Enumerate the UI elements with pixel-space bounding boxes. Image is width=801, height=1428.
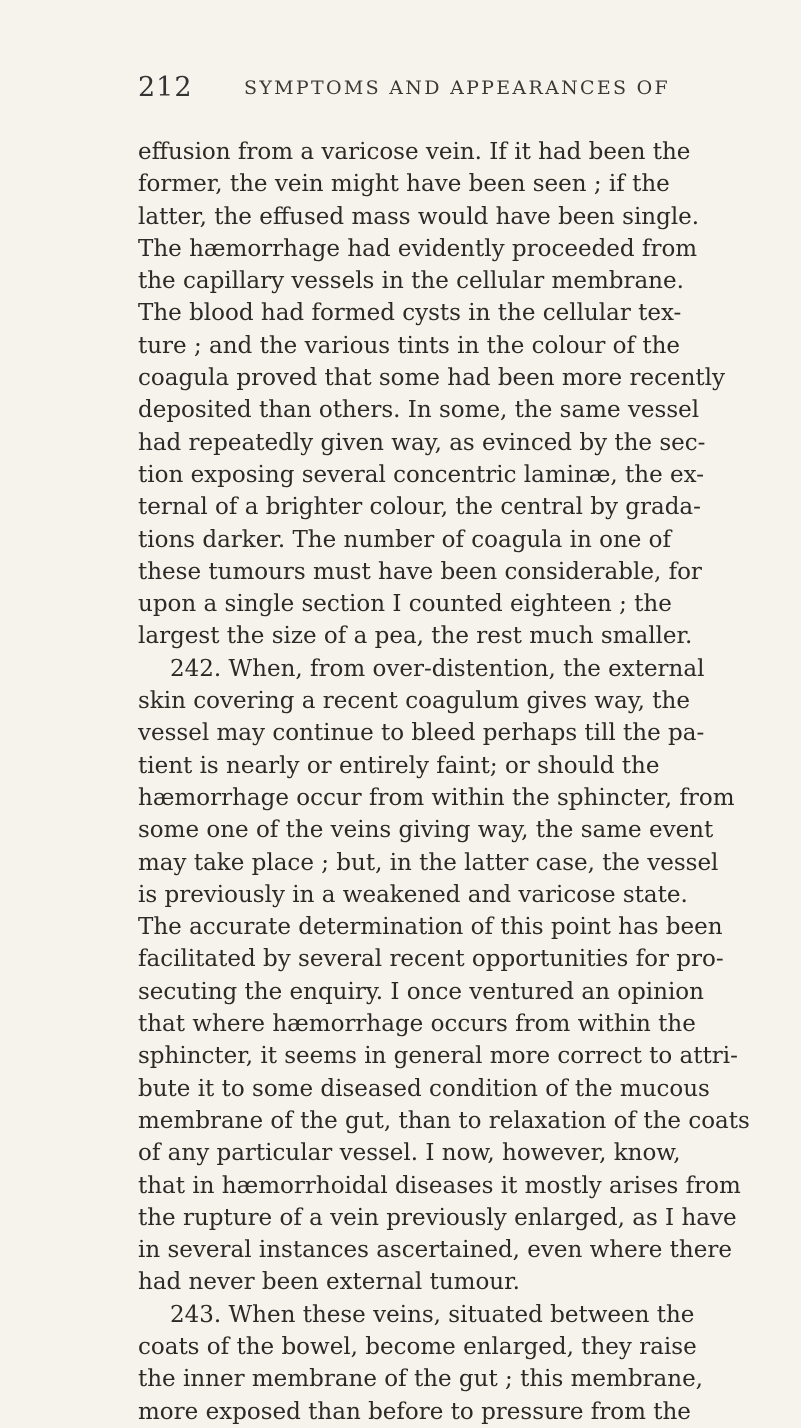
text-line: had repeatedly given way, as evinced by the sec- bbox=[138, 429, 706, 456]
running-head: SYMPTOMS AND APPEARANCES OF bbox=[244, 77, 671, 99]
text-line: hæmorrhage occur from within the sphincter, from bbox=[138, 784, 735, 811]
text-line: secuting the enquiry. I once ventured an opinion bbox=[138, 978, 704, 1005]
text-line: The blood had formed cysts in the cellular tex- bbox=[138, 300, 682, 327]
text-line: the capillary vessels in the cellular membrane. bbox=[138, 268, 684, 295]
text-line: more exposed than before to pressure from the bbox=[138, 1398, 691, 1425]
paragraph-243-start: 243. When these veins, situated between the bbox=[170, 1301, 695, 1328]
text-line: vessel may continue to bleed perhaps till the pa- bbox=[138, 720, 705, 747]
text-line: ternal of a brighter colour, the central by grada- bbox=[138, 494, 701, 521]
paragraph-242-start: 242. When, from over-distention, the external bbox=[170, 655, 705, 682]
text-line: former, the vein might have been seen ; if the bbox=[138, 171, 670, 198]
body-text bbox=[138, 136, 750, 1428]
text-line: the inner membrane of the gut ; this membrane, bbox=[138, 1366, 703, 1393]
text-line: these tumours must have been considerable, for bbox=[138, 558, 702, 585]
text-line: facilitated by several recent opportunities for pro- bbox=[138, 946, 724, 973]
text-line: tions darker. The number of coagula in one of bbox=[138, 526, 672, 553]
text-line: coagula proved that some had been more recently bbox=[138, 365, 725, 392]
text-line: may take place ; but, in the latter case, the vessel bbox=[138, 849, 719, 876]
text-line: membrane of the gut, than to relaxation of the coats bbox=[138, 1107, 750, 1134]
text-line: tient is nearly or entirely faint; or should the bbox=[138, 752, 660, 779]
text-line: The accurate determination of this point has been bbox=[138, 914, 723, 941]
text-line: of any particular vessel. I now, however, know, bbox=[138, 1140, 681, 1167]
text-line: some one of the veins giving way, the same event bbox=[138, 817, 714, 844]
text-line: that where hæmorrhage occurs from within the bbox=[138, 1011, 696, 1038]
text-line: The hæmorrhage had evidently proceeded from bbox=[138, 235, 698, 262]
text-line: largest the size of a pea, the rest much smaller. bbox=[138, 623, 693, 650]
text-line: upon a single section I counted eighteen ; the bbox=[138, 591, 672, 618]
text-line: skin covering a recent coagulum gives way, the bbox=[138, 688, 690, 715]
text-line: had never been external tumour. bbox=[138, 1269, 520, 1296]
page-number: 212 bbox=[138, 72, 193, 103]
text-line: latter, the effused mass would have been single. bbox=[138, 203, 700, 230]
text-line: the rupture of a vein previously enlarged, as I have bbox=[138, 1204, 737, 1231]
text-line: ture ; and the various tints in the colour of the bbox=[138, 332, 681, 359]
text-line: bute it to some diseased condition of the mucous bbox=[138, 1075, 710, 1102]
text-line: deposited than others. In some, the same vessel bbox=[138, 397, 700, 424]
text-line: in several instances ascertained, even where there bbox=[138, 1237, 732, 1264]
text-line: tion exposing several concentric laminæ, the ex- bbox=[138, 461, 704, 488]
text-line: is previously in a weakened and varicose state. bbox=[138, 881, 688, 908]
text-line: that in hæmorrhoidal diseases it mostly arises from bbox=[138, 1172, 741, 1199]
text-line: coats of the bowel, become enlarged, they raise bbox=[138, 1333, 697, 1360]
page-header bbox=[0, 72, 801, 112]
text-line: effusion from a varicose vein. If it had been the bbox=[138, 139, 691, 165]
text-line: sphincter, it seems in general more correct to attri- bbox=[138, 1043, 738, 1070]
